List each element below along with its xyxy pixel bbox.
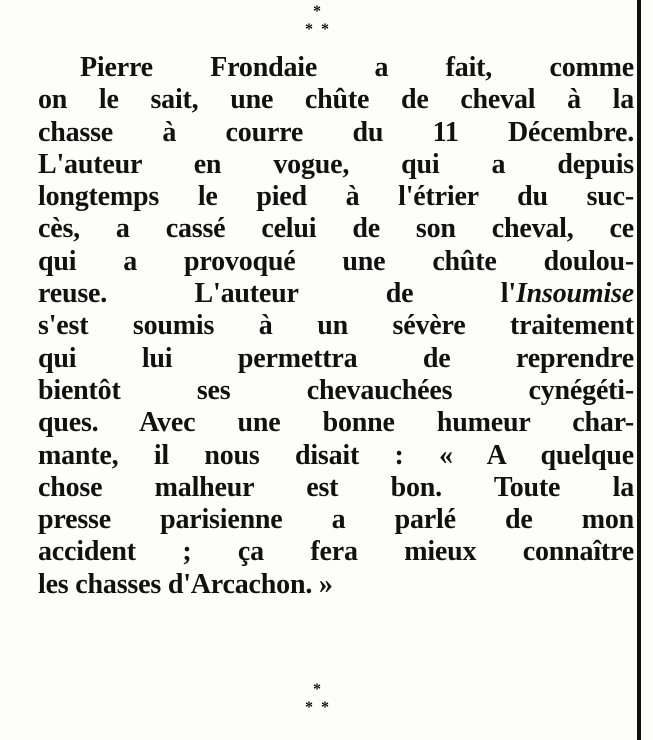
- asterism-star: *: [321, 699, 329, 716]
- asterism-star: *: [305, 699, 313, 716]
- asterism-star: *: [313, 681, 321, 698]
- text-line: [38, 278, 634, 310]
- text-line: s'est soumis à un sévère traitement: [38, 310, 634, 342]
- text-line: Pierre Frondaie a fait, comme: [80, 52, 634, 83]
- column-rule: [637, 0, 641, 740]
- italic-title: Insoumise: [515, 278, 634, 310]
- text-line: mante, il nous disait : « A quelque: [38, 439, 634, 471]
- text-line: on le sait, une chûte de cheval à la: [38, 84, 634, 116]
- asterism-top: [300, 4, 340, 44]
- text-line: chasse à courre du 11 Décembre.: [38, 116, 634, 148]
- text-line: qui lui permettra de reprendre: [38, 342, 634, 374]
- text-line: les chasses d'Arcachon. »: [38, 568, 333, 600]
- asterism-star: *: [305, 21, 313, 38]
- text-line: chose malheur est bon. Toute la: [38, 471, 634, 503]
- text-segment: reuse. L'auteur de l': [38, 278, 516, 310]
- asterism-star: *: [321, 21, 329, 38]
- text-line: qui a provoqué une chûte doulou-: [38, 245, 634, 277]
- asterism-bottom: [300, 682, 340, 722]
- text-line: ques. Avec une bonne humeur char-: [38, 407, 634, 439]
- text-line: accident ; ça fera mieux connaître: [38, 536, 634, 568]
- text-line: L'auteur en vogue, qui a depuis: [38, 148, 634, 180]
- text-line: presse parisienne a parlé de mon: [38, 504, 634, 536]
- text-line: cès, a cassé celui de son cheval, ce: [38, 213, 634, 245]
- text-line: bientôt ses chevauchées cynégéti-: [38, 374, 634, 406]
- asterism-star: *: [313, 3, 321, 20]
- article-paragraph: [38, 52, 634, 601]
- text-line: longtemps le pied à l'étrier du suc-: [38, 181, 634, 213]
